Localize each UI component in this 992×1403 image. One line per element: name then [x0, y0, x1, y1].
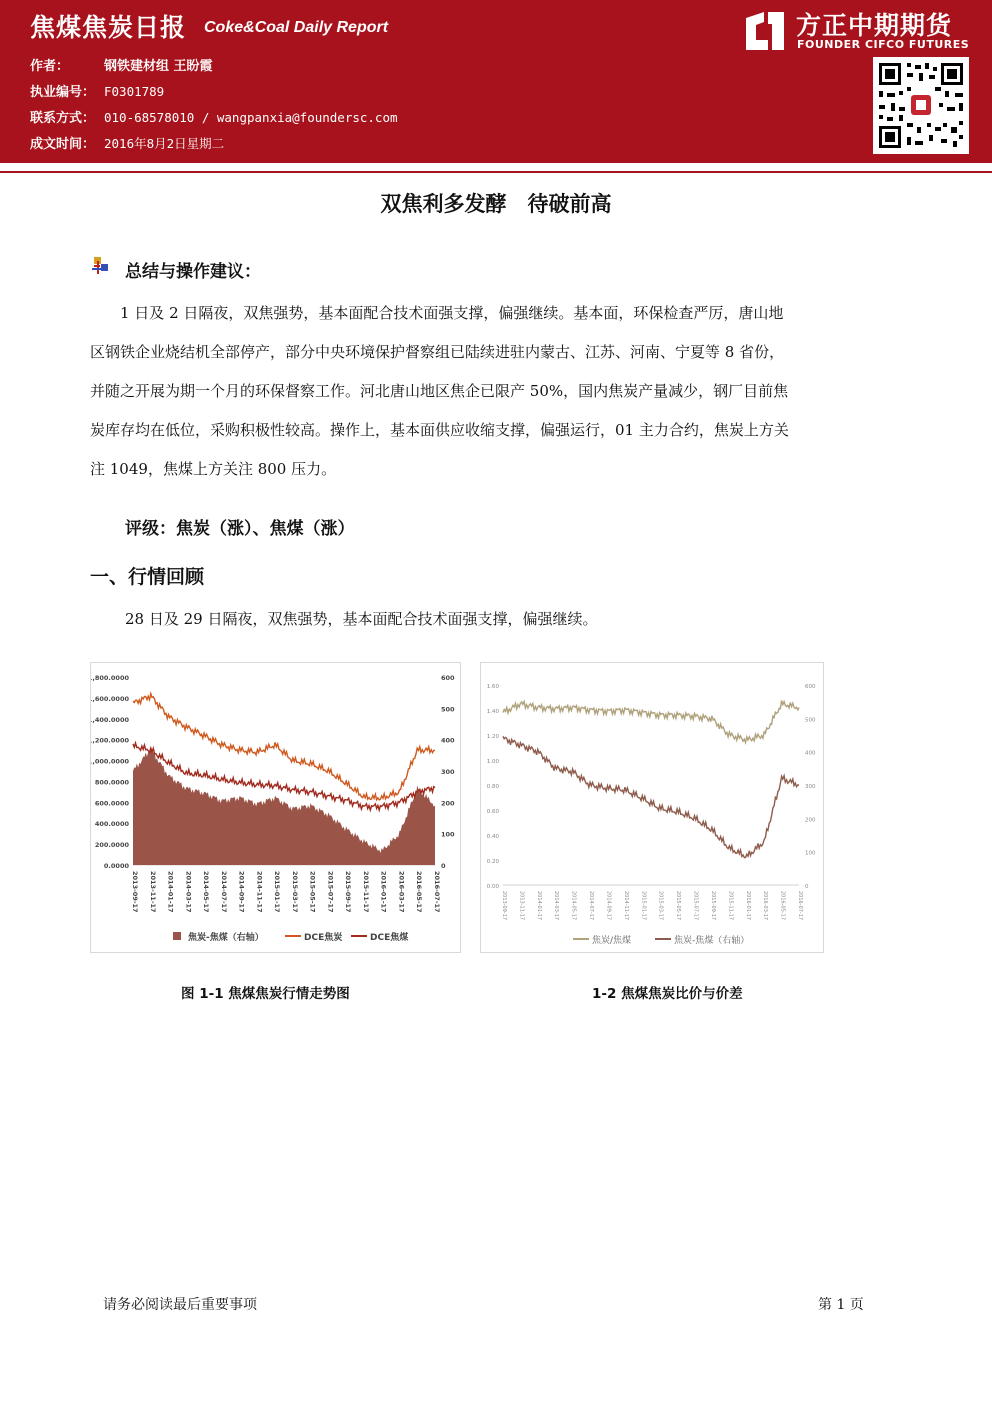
logo-chinese-text: 方正中期期货: [796, 11, 953, 40]
x-tick-label: 2014-01-17: [166, 871, 175, 913]
x-tick-label: 2014-11-17: [255, 871, 264, 913]
footer-notice: 请务必阅读最后重要事项: [103, 1297, 257, 1313]
y-left-tick-label: 1.20: [486, 734, 499, 740]
summary-line: 注 1049，焦煤上方关注 800 压力。: [90, 460, 337, 478]
x-tick-label: 2015-05-17: [675, 891, 682, 921]
legend-entry: DCE焦炭: [304, 933, 343, 943]
license-label: 执业编号：: [30, 85, 96, 100]
x-tick-label: 2013-09-17: [501, 891, 507, 921]
x-tick-label: 2014-05-17: [570, 891, 577, 921]
report-title: 焦煤焦炭日报: [30, 13, 187, 42]
series-area-0: [133, 749, 435, 865]
summary-line: 区钢铁企业烧结机全部停产，部分中央环境保护督察组已陆续进驻内蒙古、江苏、河南、宁夏等 8 省份，: [90, 343, 785, 361]
series-line-1: [503, 736, 799, 857]
document-title: 双焦利多发酵 待破前高: [380, 192, 612, 216]
x-tick-label: 2014-11-17: [622, 891, 629, 921]
x-tick-label: 2015-11-17: [361, 871, 370, 913]
y-right-tick-label: 400: [805, 750, 816, 757]
y-right-tick-label: 400: [441, 736, 455, 745]
license-row: [30, 81, 164, 100]
y-left-tick-label: 0.0000: [103, 862, 129, 870]
header-divider: [0, 171, 992, 173]
x-tick-label: 2014-05-17: [202, 871, 211, 913]
x-tick-label: 2015-05-17: [308, 871, 317, 913]
y-left-tick-label: 0.20: [486, 859, 499, 865]
qr-code-icon: [873, 57, 969, 154]
y-left-tick-label: 800.0000: [94, 778, 129, 787]
author-row: [30, 55, 213, 74]
y-right-tick-label: 500: [441, 705, 455, 714]
x-tick-label: 2014-09-17: [237, 871, 246, 913]
x-tick-label: 2016-03-17: [762, 891, 769, 921]
date-value: 2016年8月2日星期二: [104, 136, 225, 151]
y-left-tick-label: 0.40: [486, 834, 499, 840]
x-tick-label: 2013-09-17: [131, 871, 139, 913]
logo-english-text: FOUNDER CIFCO FUTURES: [797, 38, 970, 51]
author-value: 钢铁建材组 王盼霞: [104, 59, 213, 74]
chart-2-svg: [481, 663, 823, 952]
x-tick-label: 2014-07-17: [588, 891, 595, 921]
y-right-tick-label: 200: [805, 817, 816, 824]
y-right-tick-label: 100: [805, 850, 816, 857]
y-right-tick-label: 600: [441, 674, 455, 682]
date-label: 成文时间：: [30, 137, 96, 152]
date-row: [30, 133, 224, 152]
chart-1-svg: [91, 663, 460, 952]
report-header: [0, 0, 992, 163]
x-tick-label: 2015-03-17: [657, 891, 664, 921]
y-left-tick-label: 600.0000: [94, 799, 129, 808]
y-right-tick-label: 0: [441, 862, 446, 870]
y-left-tick-label: 1.60: [486, 684, 499, 690]
y-right-tick-label: 300: [441, 768, 455, 776]
contact-row: [30, 107, 398, 126]
x-tick-label: 2013-11-17: [518, 891, 525, 921]
y-left-tick-label: 200.0000: [94, 841, 129, 850]
x-tick-label: 2016-05-17: [779, 891, 786, 921]
summary-paragraph: [90, 294, 905, 489]
legend-entry: 焦炭-焦煤（右轴）: [188, 933, 264, 943]
report-subtitle: Coke&Coal Daily Report: [204, 19, 389, 36]
x-tick-label: 2016-05-17: [415, 871, 424, 913]
x-tick-label: 2014-03-17: [553, 891, 560, 921]
summary-line: 1 日及 2 日隔夜，双焦强势，基本面配合技术面强支撑，偏强继续。基本面，环保检查严厉，唐山地: [90, 304, 784, 322]
founder-logo-icon: [744, 10, 786, 52]
y-left-tick-label: 1,400.0000: [91, 715, 129, 724]
x-tick-label: 2016-07-17: [797, 891, 803, 921]
figure-2-caption: 1-2 焦煤焦炭比价与价差: [592, 986, 743, 1002]
y-right-tick-label: 300: [805, 784, 816, 790]
x-tick-label: 2016-07-17: [433, 871, 441, 913]
x-tick-label: 2014-01-17: [535, 891, 542, 921]
chart-coke-coal-trend: [90, 662, 461, 953]
legend-entry: 焦炭-焦煤（右轴）: [674, 936, 750, 946]
y-left-tick-label: 1.40: [486, 709, 499, 715]
contact-label: 联系方式：: [30, 111, 96, 126]
company-logo: [744, 8, 974, 54]
x-tick-label: 2015-07-17: [326, 871, 335, 913]
author-label: 作者：: [30, 59, 70, 74]
x-tick-label: 2015-11-17: [727, 891, 734, 921]
y-left-tick-label: 1,000.0000: [91, 757, 129, 766]
y-left-tick-label: 0.00: [486, 884, 499, 890]
contact-value[interactable]: 010-68578010 / wangpanxia@foundersc.com: [104, 110, 398, 125]
legend-entry: 焦炭/焦煤: [592, 936, 632, 946]
x-tick-label: 2015-09-17: [344, 871, 353, 913]
x-tick-label: 2014-09-17: [605, 891, 612, 921]
y-right-tick-label: 100: [441, 830, 455, 839]
x-tick-label: 2013-11-17: [148, 871, 157, 913]
x-tick-label: 2014-03-17: [184, 871, 193, 913]
y-left-tick-label: 1,600.0000: [91, 694, 129, 703]
x-tick-label: 2014-07-17: [219, 871, 228, 913]
license-value: F0301789: [104, 84, 165, 99]
y-right-tick-label: 500: [805, 717, 816, 724]
y-right-tick-label: 200: [441, 799, 455, 808]
x-tick-label: 2016-03-17: [397, 871, 406, 913]
summary-line: 炭库存均在低位，采购积极性较高。操作上，基本面供应收缩支撑，偏强运行，01 主力合约，焦炭上方关: [90, 421, 789, 439]
page-number: 第 1 页: [818, 1297, 864, 1313]
x-tick-label: 2016-01-17: [744, 891, 751, 921]
y-right-tick-label: 0: [805, 884, 809, 890]
series-line-0: [503, 701, 799, 743]
summary-heading: 总结与操作建议：: [125, 262, 261, 282]
x-tick-label: 2015-09-17: [709, 891, 716, 921]
x-tick-label: 2015-03-17: [290, 871, 299, 913]
y-left-tick-label: 0.80: [486, 784, 499, 790]
legend-swatch: [173, 932, 181, 940]
y-left-tick-label: 400.0000: [94, 820, 129, 829]
y-left-tick-label: 1,800.0000: [91, 674, 129, 682]
figure-1-caption: 图 1-1 焦煤焦炭行情走势图: [181, 986, 350, 1002]
market-review-text: 28 日及 29 日隔夜，双焦强势，基本面配合技术面强支撑，偏强继续。: [125, 610, 598, 628]
x-tick-label: 2015-01-17: [640, 891, 647, 921]
y-right-tick-label: 600: [805, 684, 816, 690]
summary-line: 并随之开展为期一个月的环保督察工作。河北唐山地区焦企已限产 50%，国内焦炭产量减少，钢厂目前焦: [90, 382, 789, 400]
x-tick-label: 2015-07-17: [692, 891, 699, 921]
y-left-tick-label: 1,200.0000: [91, 736, 129, 745]
x-tick-label: 2015-01-17: [273, 871, 282, 913]
chart-ratio-spread: [480, 662, 824, 953]
section-bullet-icon: [92, 257, 110, 275]
market-review-heading: 一、行情回顾: [90, 566, 205, 588]
y-left-tick-label: 1.00: [486, 759, 499, 765]
legend-entry: DCE焦煤: [370, 933, 409, 943]
rating-text: 评级：焦炭（涨）、焦煤（涨）: [125, 519, 355, 539]
y-left-tick-label: 0.60: [486, 809, 499, 815]
x-tick-label: 2016-01-17: [379, 871, 388, 913]
